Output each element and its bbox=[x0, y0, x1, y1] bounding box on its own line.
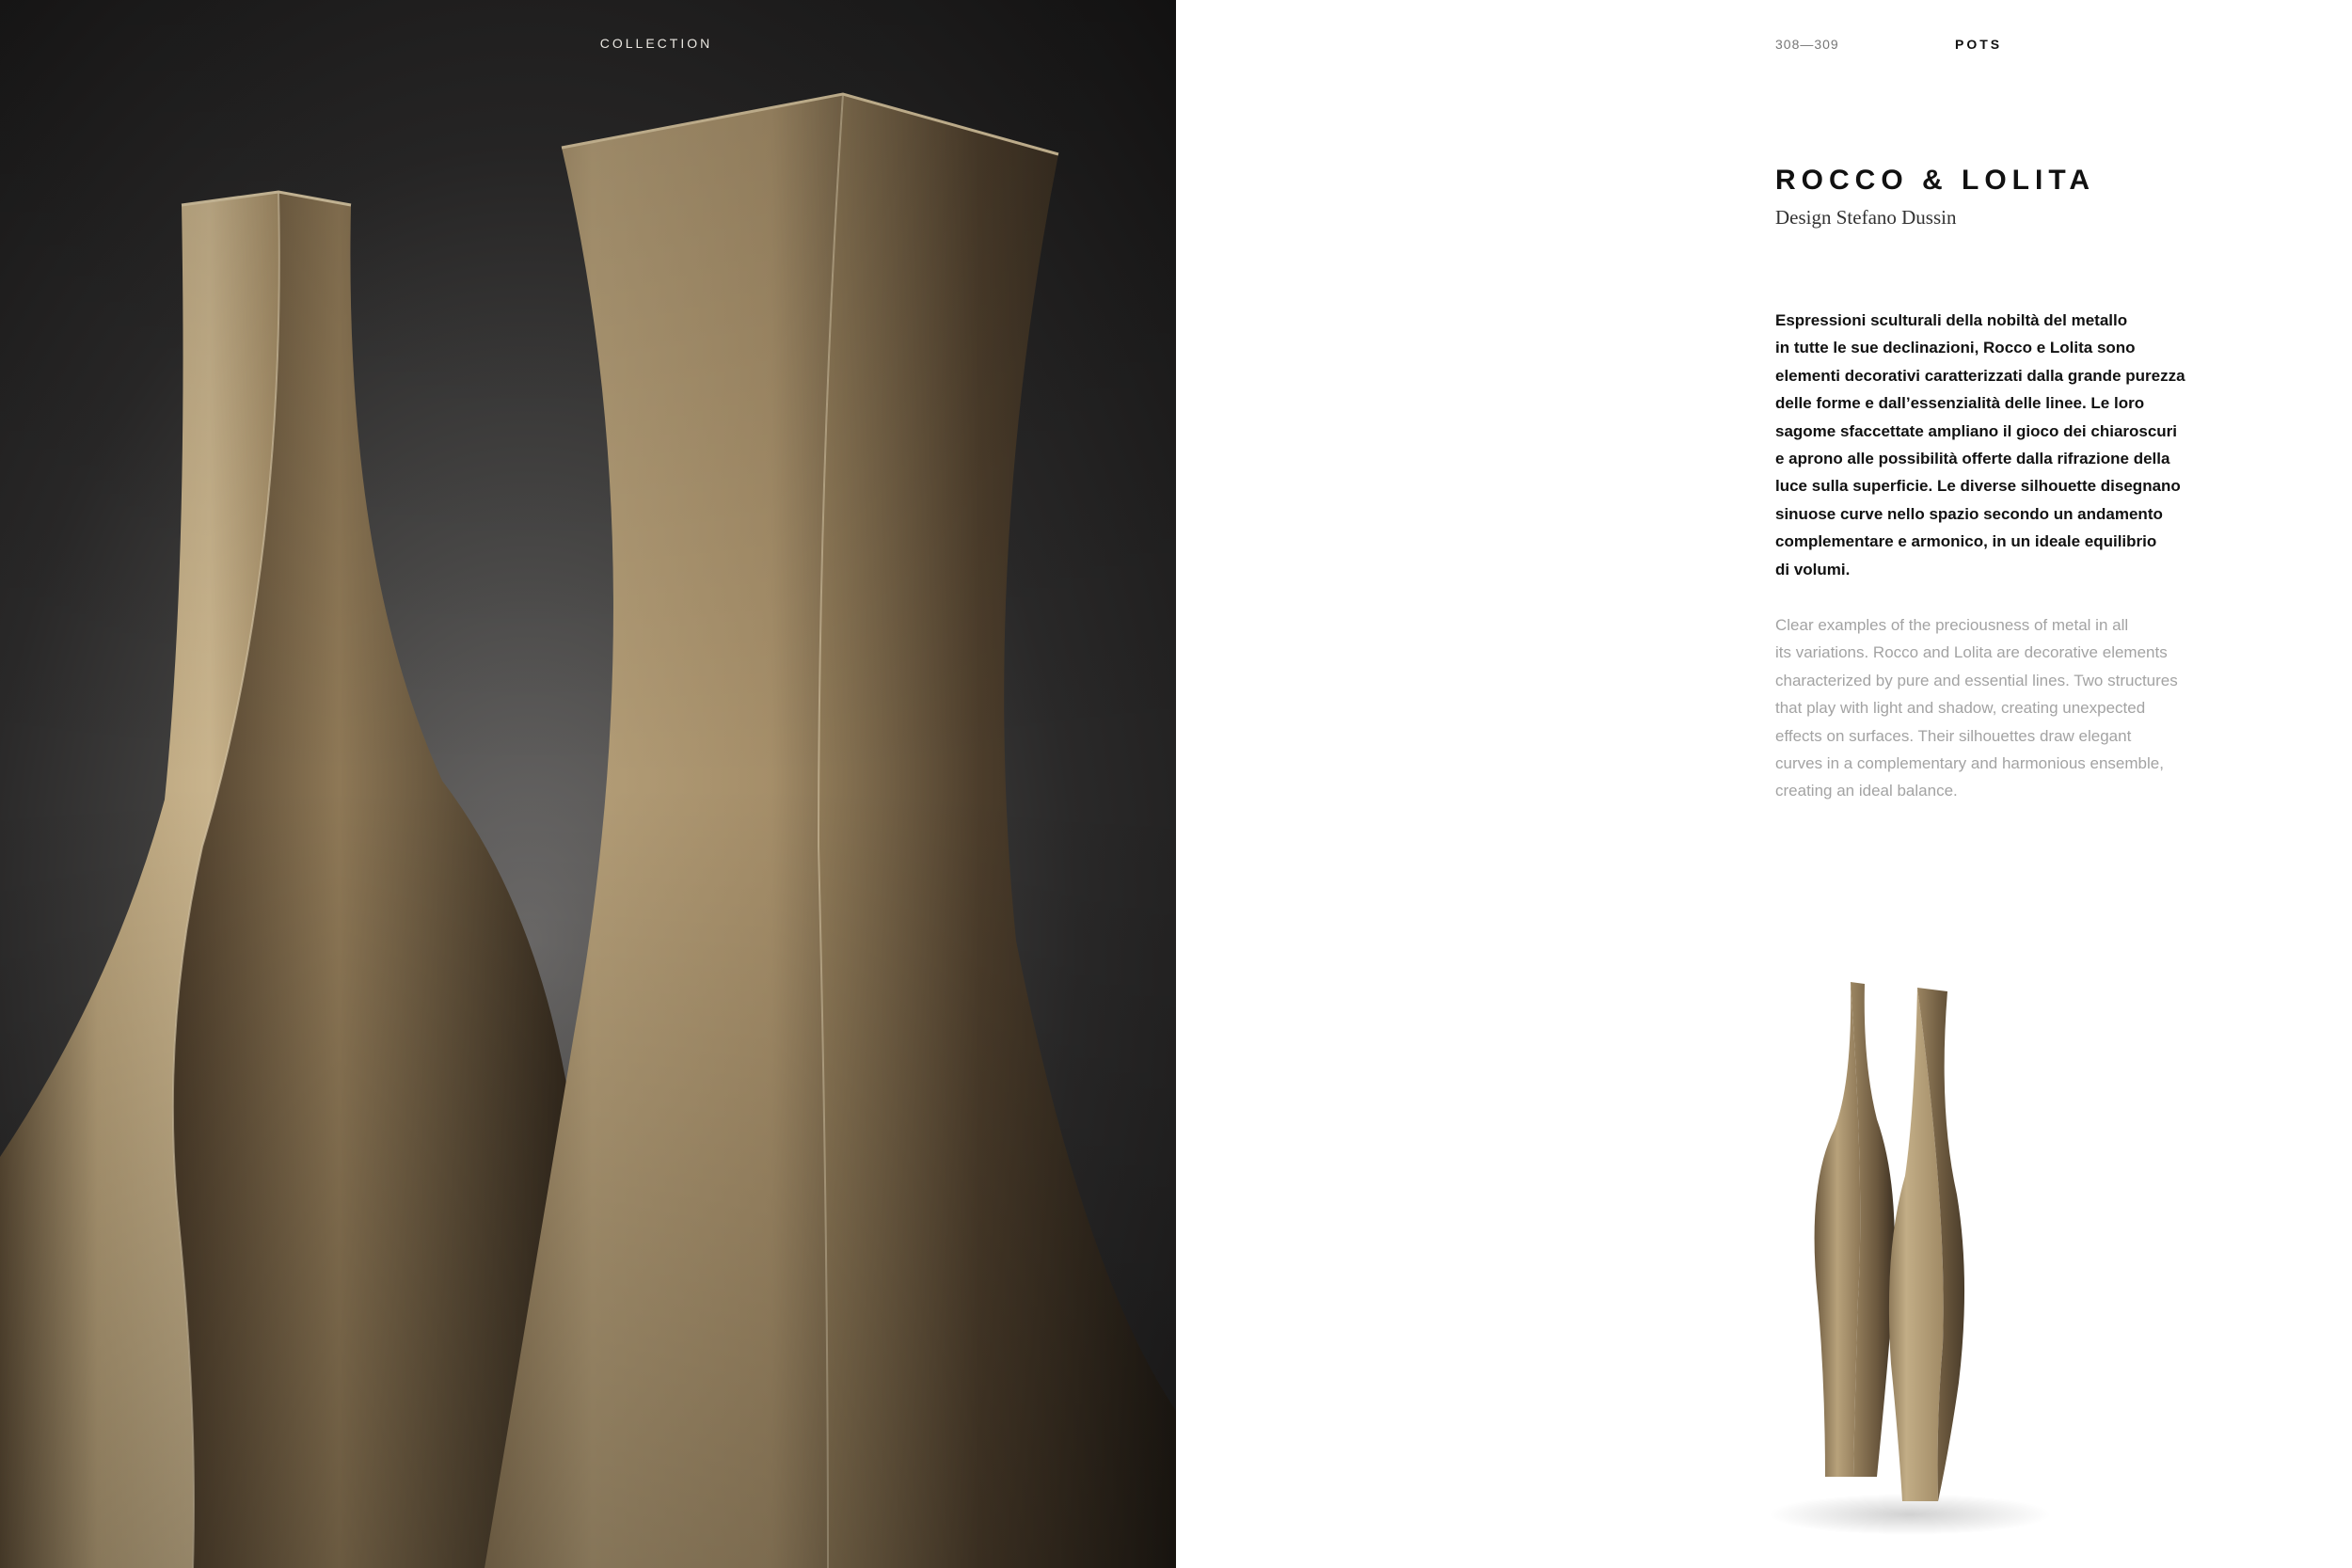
product-title: ROCCO & LOLITA bbox=[1775, 165, 2096, 196]
product-photo bbox=[1759, 969, 2060, 1543]
designer-credit: Design Stefano Dussin bbox=[1775, 206, 1957, 229]
text-line: delle forme e dall’essenzialità delle linee. Le loro bbox=[1775, 394, 2145, 413]
description-english bbox=[1775, 611, 2265, 805]
text-line: effects on surfaces. Their silhouettes draw elegant bbox=[1775, 726, 2132, 745]
text-line: Espressioni sculturali della nobiltà del metallo bbox=[1775, 311, 2128, 329]
text-line: in tutte le sue declinazioni, Rocco e Lolita sono bbox=[1775, 339, 2136, 357]
text-line: sinuose curve nello spazio secondo un andamento bbox=[1775, 504, 2163, 523]
text-line: sagome sfaccettate ampliano il gioco dei chiaroscuri bbox=[1775, 421, 2178, 440]
description-italian bbox=[1775, 307, 2265, 583]
text-line: elementi decorativi caratterizzati dalla grande purezza bbox=[1775, 366, 2185, 385]
section-label: COLLECTION bbox=[599, 36, 713, 51]
text-line: e aprono alle possibilità offerte dalla rifrazione della bbox=[1775, 450, 2170, 468]
text-line: luce sulla superficie. Le diverse silhouette disegnano bbox=[1775, 477, 2181, 496]
text-line: creating an ideal balance. bbox=[1775, 782, 1958, 800]
text-line: complementare e armonico, in un ideale equilibrio bbox=[1775, 532, 2157, 551]
square-vase-small bbox=[1882, 988, 1964, 1501]
text-line: Clear examples of the preciousness of metal in all bbox=[1775, 616, 2129, 634]
text-line: that play with light and shadow, creating unexpected bbox=[1775, 699, 2146, 718]
text-line: its variations. Rocco and Lolita are decorative elements bbox=[1775, 643, 2168, 662]
text-line: curves in a complementary and harmonious ensemble, bbox=[1775, 754, 2164, 773]
section-name: POTS bbox=[1955, 37, 2003, 52]
bottle-vase-small bbox=[1815, 982, 1895, 1477]
page-number: 308—309 bbox=[1775, 37, 1839, 52]
text-line: characterized by pure and essential lines. Two structures bbox=[1775, 671, 2178, 689]
text-line: di volumi. bbox=[1775, 560, 1851, 578]
